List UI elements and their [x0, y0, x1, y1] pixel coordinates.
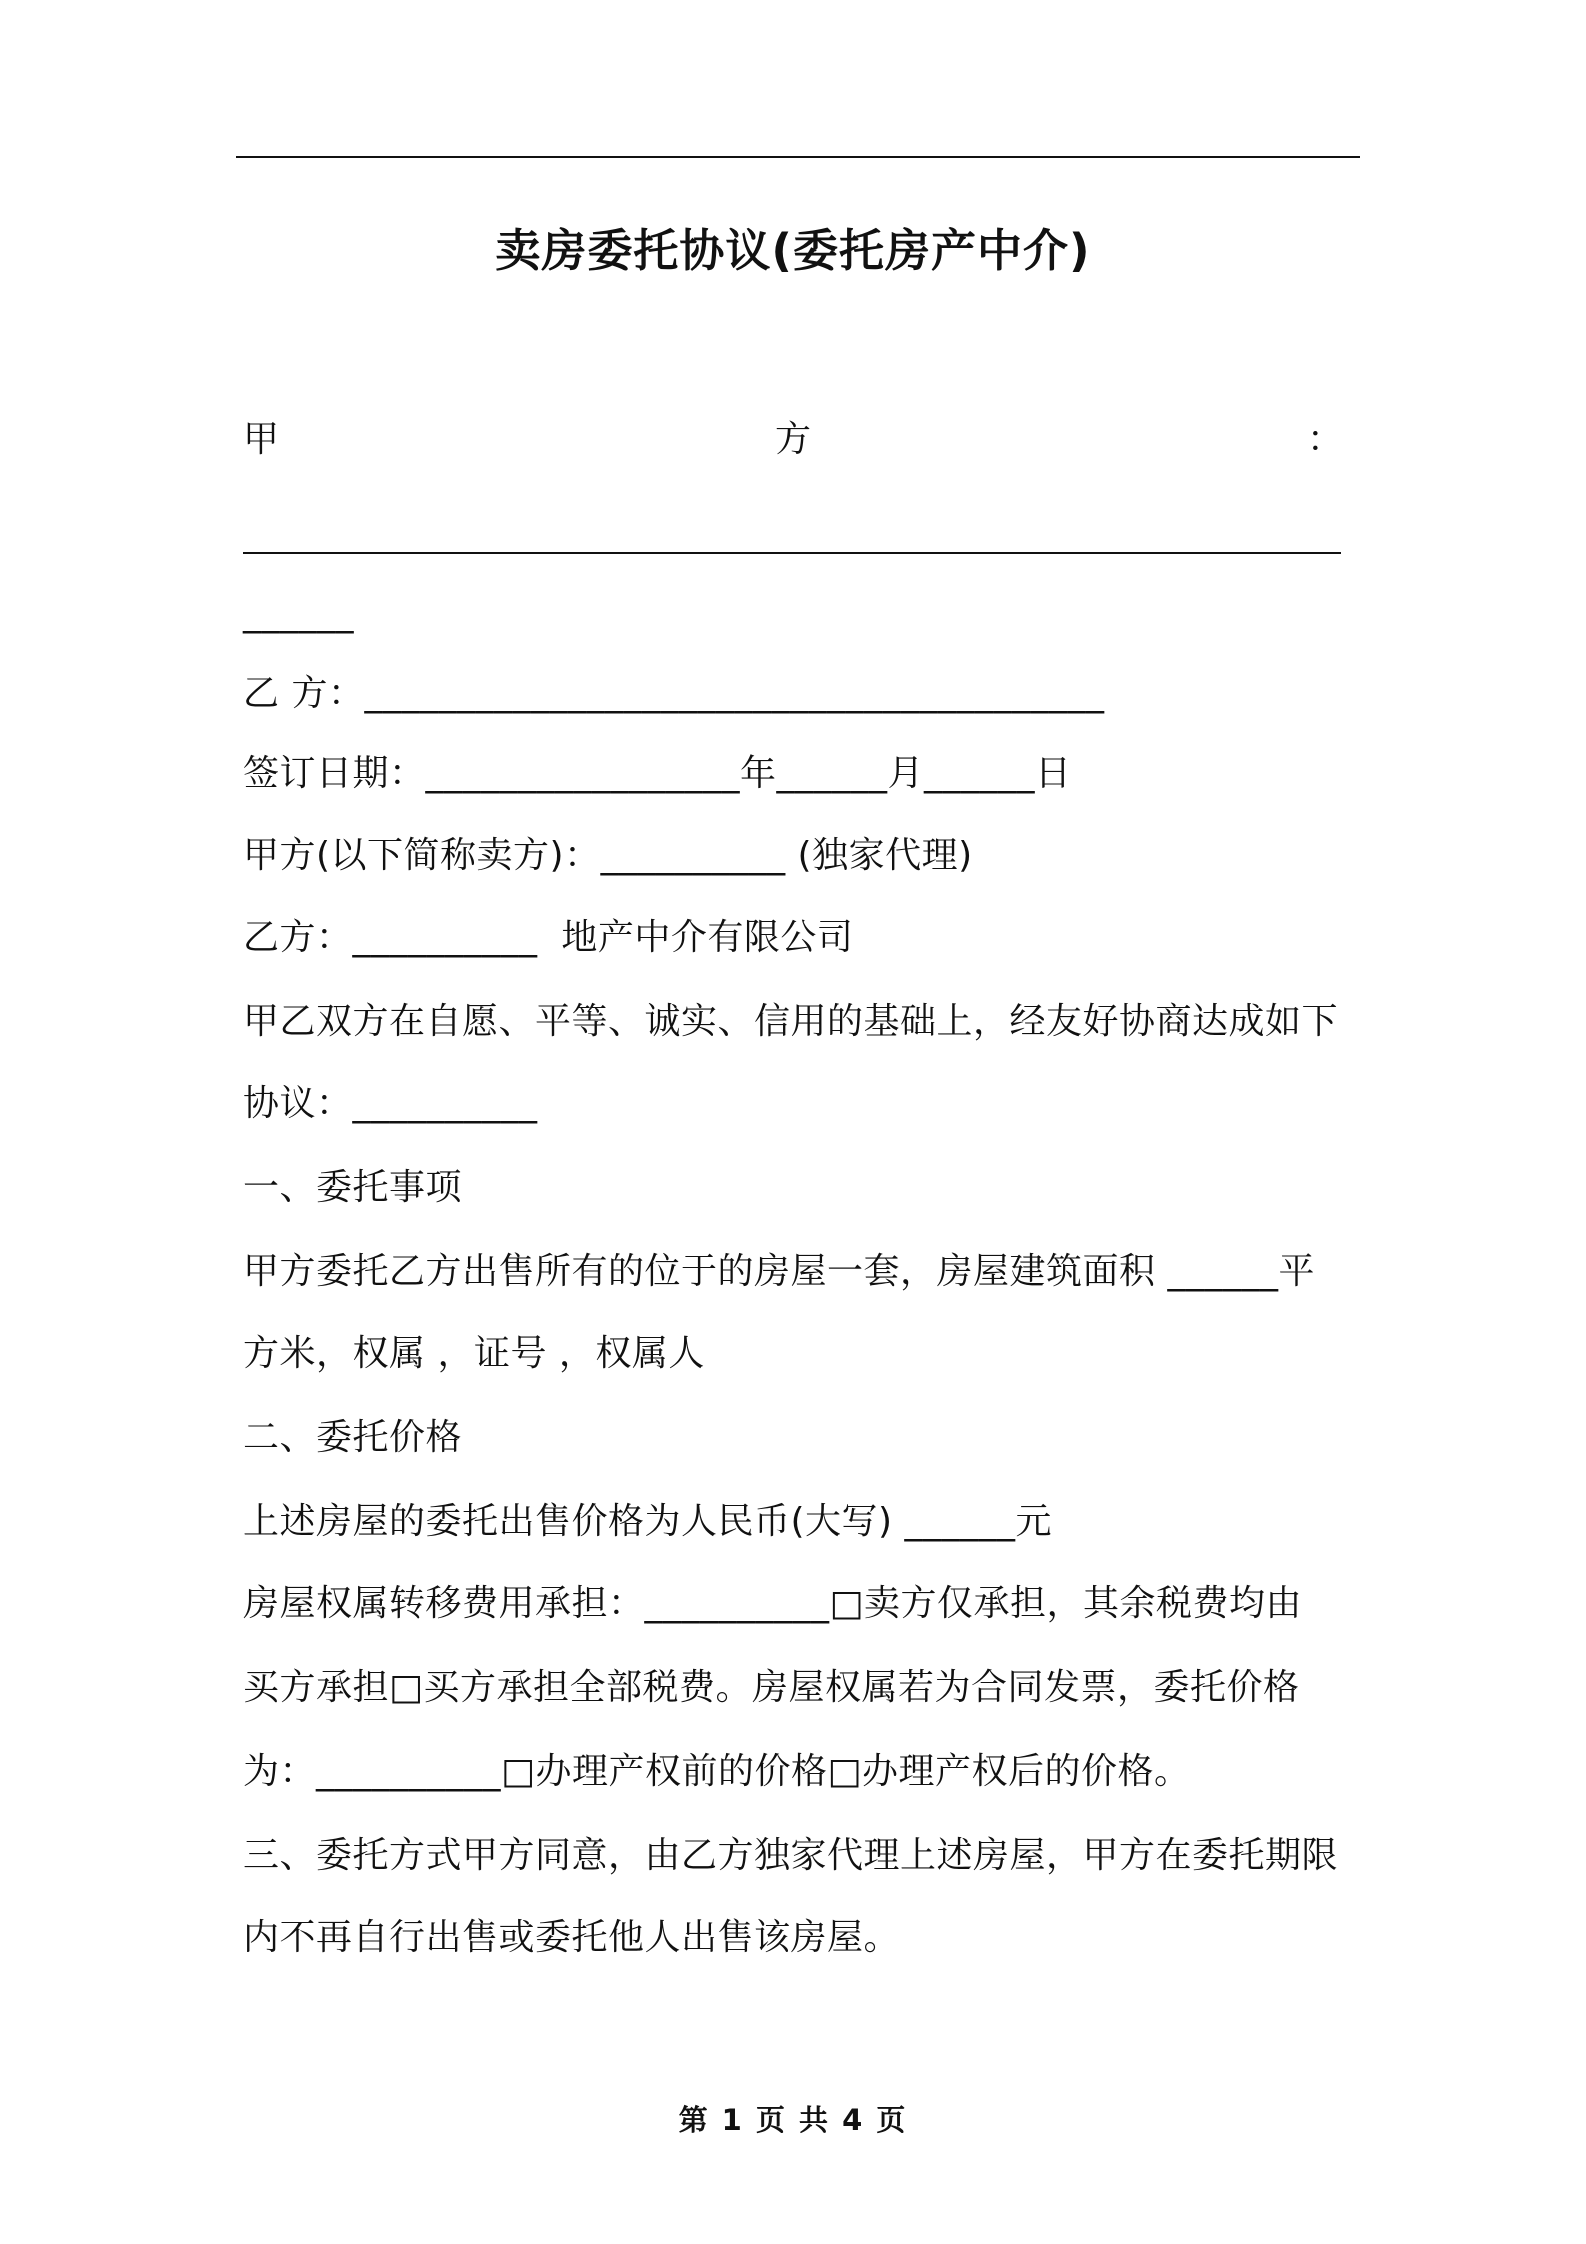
agency-line: 乙方：__________ 地产中介有限公司 — [243, 917, 854, 958]
party-a-fill-blank-short: ______ — [243, 593, 354, 634]
section-1-text-2: 方米，权属 ，证号 ，权属人 — [243, 1333, 705, 1374]
party-a-fill-blank-long[interactable] — [243, 552, 1341, 554]
page-number-footer: 第 1 页 共 4 页 — [678, 2103, 908, 2137]
section-3-line-1: 三、委托方式甲方同意，由乙方独家代理上述房屋，甲方在委托期限 — [243, 1835, 1339, 1876]
section-1-heading: 一、委托事项 — [243, 1167, 463, 1208]
document-title: 卖房委托协议(委托房产中介) — [495, 224, 1091, 277]
header-rule — [236, 156, 1360, 158]
preamble-line-1: 甲乙双方在自愿、平等、诚实、信用的基础上，经友好协商达成如下 — [243, 1001, 1339, 1042]
sign-date-line: 签订日期：_________________年______月______日 — [243, 753, 1072, 794]
preamble-line-2: 协议：__________ — [243, 1083, 538, 1124]
party-a-colon: ： — [1306, 419, 1343, 460]
seller-line: 甲方(以下简称卖方)：__________ (独家代理) — [243, 835, 973, 876]
transfer-fee-line-1: 房屋权属转移费用承担：__________□卖方仅承担，其余税费均由 — [243, 1583, 1303, 1624]
section-2-heading: 二、委托价格 — [243, 1417, 463, 1458]
party-a-header-line — [243, 418, 1343, 462]
transfer-fee-line-2: 买方承担□买方承担全部税费。房屋权属若为合同发票，委托价格 — [243, 1667, 1300, 1708]
party-b-line: 乙 方：________________________________________ — [243, 673, 1105, 714]
party-a-char-2: 方 — [774, 419, 811, 460]
section-2-price-line: 上述房屋的委托出售价格为人民币(大写) ______元 — [243, 1501, 1053, 1542]
section-3-line-2: 内不再自行出售或委托他人出售该房屋。 — [243, 1917, 901, 1958]
party-a-char-1: 甲 — [243, 419, 280, 460]
section-1-text-1: 甲方委托乙方出售所有的位于的房屋一套，房屋建筑面积 ______平 — [243, 1251, 1315, 1292]
transfer-fee-line-3: 为：__________□办理产权前的价格□办理产权后的价格。 — [243, 1751, 1191, 1792]
